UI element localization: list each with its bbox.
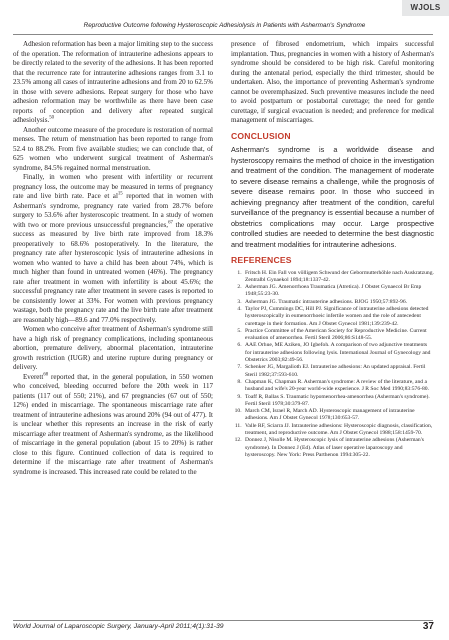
page-number: 37	[422, 621, 434, 632]
citation: 50	[49, 115, 55, 121]
references-heading: REFERENCES	[231, 255, 292, 265]
paragraph: Adhesion reformation has been a major limiting step to the success of the operation. The reformation of intrauterine adhesions appears to be directly related to the severity of the adhesions. It has been reported that the recurrence rate for intrauterine adhesions ranges from 3.1 to 23.5% among all cases of intrauterine adhesions and from 20 to 62.5% in those with severe adhesions. Repeat surgery for those who have adhesion reformation may be worthwhile as there have been case reports of conception and delivery after repeated surgical adhesiolysis.$^{50}$	[13, 40, 213, 124]
reference-item: 9. Toaff R, Ballas S. Traumatic hypomenorrhea-amenorrhea (Asherman's syndrome). Fertil Steril 1978;30:379-87.	[243, 394, 434, 409]
reference-item: 11. Valle RF, Sciarra JJ. Intrauterine adhesions: Hysteroscopic diagnosis, classification, treatment, and reproductive outcome. Am J Obstet Gynecol 1988;158:1459-70.	[243, 423, 434, 438]
reference-item: 12. Donnez J, Nisolle M. Hysteroscopic lysis of intrauterine adhesions (Asherman's syndrome). In Donnez J (Ed). Atlas of laser operative laparoscopy and hysteroscopy. New York: Press Parthenon 1994:305-22.	[243, 437, 434, 459]
paragraph: Everett$^{68}$ reported that, in the general population, in 550 women who conceived, bleeding occurred before the 20th week in 117 patients (117 out of 550; 21%), and 67 pregnancies (67 out of 550; 12%) ended in miscarriage. The spontaneous miscarriage rate after treatment of intrauterine adhesions was around 20% (94 out of 477). It is unclear whether this represents an increase in the risk of early miscarriage after treatment of Asherman's syndrome, as the likelihood of miscarriage in the general population (about 15 to 20%) is rather close to this figure. Continued collection of data is required to determine if the miscarriage rate after treatment of Asherman's syndrome is increased. This increased rate could be related to the	[13, 372, 213, 476]
reference-item: 10. March CM, Israel R, March AD. Hysteroscopic management of intrauterine adhesions. Am J Obstet Gynecol 1978;130:653-57.	[243, 408, 434, 423]
paragraph: Asherman's syndrome is a worldwide disease and hysteroscopy remains the method of choice in the investigation and treatment of the condition. The management of moderate to severe disease remains a challenge, while the prognosis of severe disease remains poor. In those who succeed in achieving pregnancy after treatment of the condition, careful surveillance of the pregnancy is essential because a number of obstetrics complications may occur. Large prospective controlled studies are needed to determine the best diagnostic and treatment modalities for intrauterine adhesions.	[231, 145, 434, 249]
reference-item: 1. Fritsch H. Ein Fall von völligem Schwund der Gebormutterhöhle nach Auskratzung. Zentralbl Gynaekol 1894;18:1337-42.	[243, 270, 434, 285]
conclusion-body	[231, 145, 434, 250]
citation: 68	[43, 372, 49, 378]
left-column	[13, 40, 213, 477]
footer-rule	[13, 620, 433, 621]
conclusion-heading: CONCLUSION	[231, 130, 291, 141]
reference-item: 3. Asherman JG. Traumatic intrauterine adhesions. BJOG 1950;57:892-96.	[243, 299, 434, 306]
right-column	[231, 40, 434, 459]
paragraph: presence of fibrosed endometrium, which impairs successful implantation. Thus, pregnancies in women with a history of Asherman's syndrome should be considered to be high risk. Careful monitoring during the antenatal period, especially the third trimester, should be undertaken. Also, the importance of preventing Asherman's syndrome cannot be overemphasized. Such preventive measures include the need to avoid postpartum or postabortal curettage; the need for gentle curettage, if surgical evacuation is needed; and preference for medical management of miscarriages.	[231, 40, 434, 124]
citation: 15	[117, 191, 123, 197]
paragraph: Finally, in women who present with infertility or recurrent pregnancy loss, the outcome may be measured in terms of pregnancy rate and live birth rate. Pace et $al^{15}$ reported that in women with Asherman's syndrome, pregnancy rate varied from 28.7% before surgery to 53.6% after hysteroscopic treatment. In a study of women with two or more previous unsuccessful pregnancies,$^{67}$ the operative success as measured by live birth rate improved from 18.3% preoperatively to 68.6% postoperatively. In the literature, the pregnancy rate after hysteroscopic lysis of intrauterine adhesions in women who wanted to have a child has been about 74%, which is much higher than found in untreated women (46%). The pregnancy rate after treatment in women with infertility is about 45.6%; the successful pregnancy rate after treatment in severe cases is reported to be consistently lower at 33%. For women with previous pregnancy wastage, both the pregnancy rate and the live birth rate after treatment are reasonably high—89.6 and 77.0% respectively.	[13, 173, 213, 324]
footer-journal: World Journal of Laparoscopic Surgery, January-April 2011;4(1):31-39	[13, 623, 224, 630]
paragraph: Another outcome measure of the procedure is restoration of normal menses. The return of menstruation has been reported to range from 52.4 to 88.2%. From five available studies; we can conclude that, of 625 women who underwent surgical treatment of Asherman's syndrome, 84.5% regained normal menstruation.	[13, 125, 214, 172]
running-title: Reproductive Outcome following Hysteroscopic Adhesiolysis in Patients with Asherman's Syndrome	[83, 22, 366, 29]
reference-item: 6. AAE Orhue, ME Aziken, JO Igbefoh. A comparison of two adjunctive treatments for intrauterine adhesions following lysis. International Journal of Gynecology and Obstetrics 2003;82:49-56.	[243, 342, 434, 364]
paragraph: Women who conceive after treatment of Asherman's syndrome still have a high risk of pregnancy complications, including spontaneous abortion, premature delivery, abnormal placentation, intrauterine growth restriction (IUGR) and uterine rupture during pregnancy or delivery.	[13, 325, 213, 371]
reference-item: 7. Schenker JG, Margalioth EJ. Intrauterine adhesions: An updated appraisal. Fertil Steril 1982;37:593-610.	[243, 364, 434, 379]
citation: 67	[168, 220, 173, 226]
reference-item: 8. Chapman K, Chapman R. Asherman's syndrome: A review of the literature, and a husband and wife's 20-year world-wide experience. J R Soc Med 1990;83:576-80.	[243, 379, 434, 394]
journal-badge: WJOLS	[402, 0, 449, 16]
reference-item: 4. Taylor PJ, Cummings DC, Hill PJ. Significance of intrauterine adhesions detected hysteroscopically in eumenorrhoeic infertile women and the role of antecedent curettage in their formation. Am J Obstet Gynecol 1981;139:239-42.	[243, 306, 434, 328]
reference-item: 5. Practice Committee of the American Society for Reproductive Medicine. Current evaluation of amenorrhea. Fertil Steril 2006;86:S148-55.	[243, 328, 434, 343]
reference-item: 2. Asherman JG. Amenorrhoea Traumatica (Atretica). J Obstet Gynaecol Br Emp 1948;55:23-30.	[243, 284, 434, 299]
reference-list	[231, 270, 434, 460]
header-rule	[13, 34, 433, 35]
